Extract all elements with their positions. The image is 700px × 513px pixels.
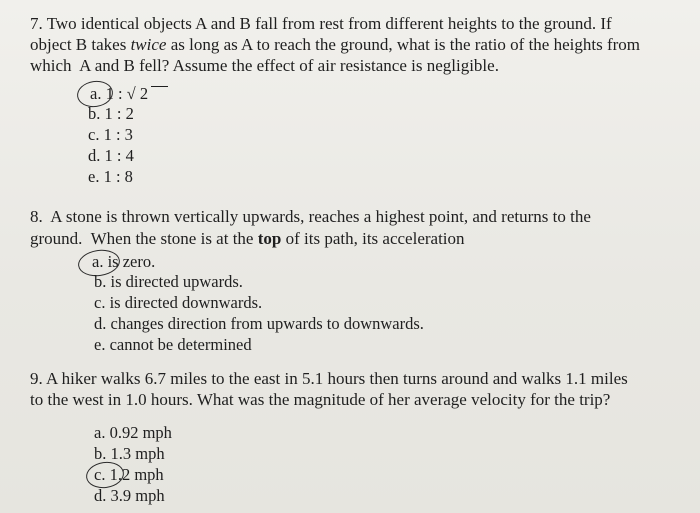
q7-option-c: c. 1 : 3 <box>88 125 133 144</box>
q8-stem-line-2: ground. When the stone is at the top of its path, its acceleration <box>30 229 465 248</box>
q8-option-a: a. is zero. <box>92 252 156 271</box>
q9-stem-line-2: to the west in 1.0 hours. What was the magnitude of her average velocity for the trip? <box>30 390 611 409</box>
q7-stem-line-1: 7. Two identical objects A and B fall from rest from different heights to the ground. If <box>30 14 612 33</box>
q8-option-e: e. cannot be determined <box>94 335 252 354</box>
q7-option-e: e. 1 : 8 <box>88 167 133 186</box>
q7-option-a: a. 1 : √ 2 <box>90 84 149 103</box>
q8-emphasis-top: top <box>257 229 282 248</box>
q8-option-d: d. changes direction from upwards to downwards. <box>94 314 424 333</box>
q7-option-d: d. 1 : 4 <box>88 146 134 165</box>
q8-option-c: c. is directed downwards. <box>94 293 263 312</box>
q8-stem-line-1: 8. A stone is thrown vertically upwards, reaches a highest point, and returns to the <box>30 207 591 226</box>
q7-stem-line-2: object B takes twice as long as A to reach the ground, what is the ratio of the heights from <box>30 35 640 54</box>
q7-sqrt-bar <box>151 86 168 87</box>
q9-option-a: a. 0.92 mph <box>94 423 172 442</box>
q9-option-b: b. 1.3 mph <box>94 444 165 463</box>
q9-stem-line-1: 9. A hiker walks 6.7 miles to the east in 5.1 hours then turns around and walks 1.1 miles <box>30 369 628 388</box>
q7-stem-line-3: which A and B fell? Assume the effect of air resistance is negligible. <box>30 56 499 75</box>
q7-option-b: b. 1 : 2 <box>88 104 134 123</box>
q9-option-d: d. 3.9 mph <box>94 486 165 505</box>
q8-option-b: b. is directed upwards. <box>94 272 243 291</box>
q9-option-c: c. 1.2 mph <box>94 465 164 484</box>
q7-emphasis-twice: twice <box>130 35 167 54</box>
